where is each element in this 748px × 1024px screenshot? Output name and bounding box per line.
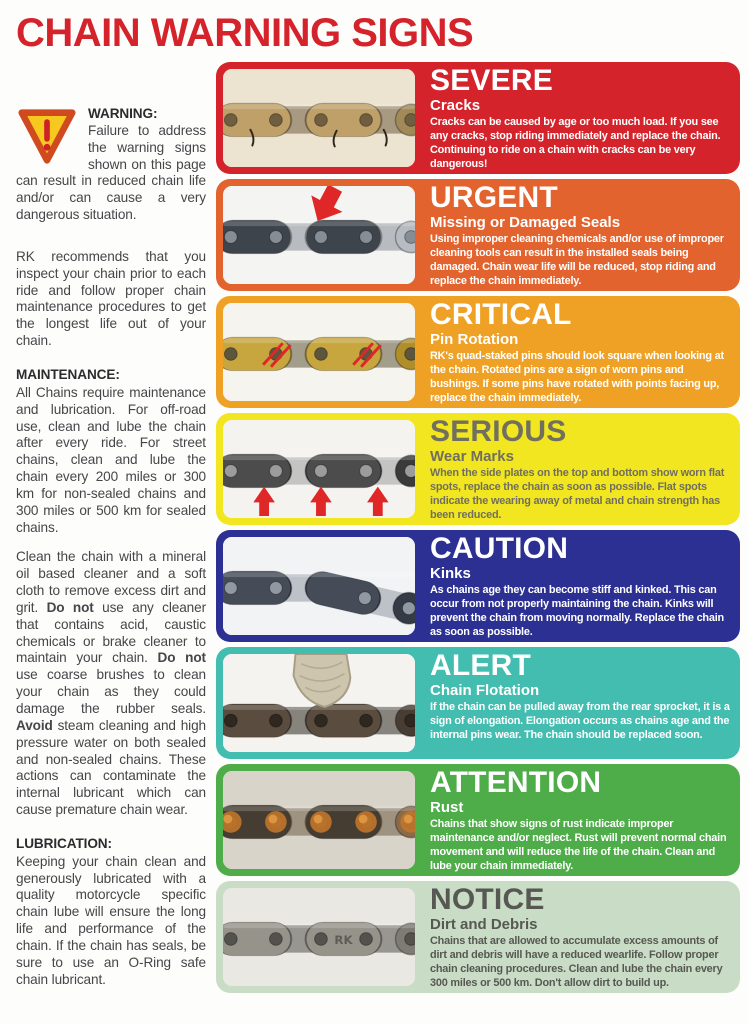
band-text — [422, 62, 740, 174]
band-subtitle: Missing or Damaged Seals — [430, 213, 621, 231]
sidebar-text-segment: Do not — [46, 599, 94, 615]
wear-marks-chain-photo — [223, 420, 415, 518]
band-text — [422, 881, 740, 993]
missing-seals-chain-photo — [223, 186, 415, 284]
band-title: NOTICE — [430, 883, 545, 916]
sidebar-paragraph — [16, 385, 206, 537]
band-body: When the side plates on the top and bottom show worn flat spots, replace the chain as soon as possible. Flat spots indicate the wearing away of metal and chain strength has been reduced. — [430, 467, 725, 521]
chain-photo-serious — [223, 420, 415, 518]
band-title: CAUTION — [430, 532, 569, 565]
cracked-worn-chain-photo — [223, 69, 415, 167]
dirty-dusty-chain-photo — [223, 888, 415, 986]
chain-photo-critical — [223, 303, 415, 401]
band-text — [422, 764, 740, 876]
band-body: RK's quad-staked pins should look square when looking at the chain. Rotated pins are a sign of worn pins and bushings. If some pins have rotated with points facing up, replace the chain immediately. — [430, 350, 724, 404]
warning-band-serious — [216, 413, 740, 525]
svg-text:RK: RK — [334, 932, 353, 947]
gloved-hand-pulling-chain-photo — [223, 654, 415, 752]
band-title: SEVERE — [430, 64, 553, 97]
sidebar-sections — [16, 249, 206, 989]
rusty-chain-photo — [223, 771, 415, 869]
warning-bands-column — [214, 54, 748, 998]
warning-band-notice — [216, 881, 740, 993]
band-body: Chains that are allowed to accumulate excess amounts of dirt and debris will have a reduced wearlife. Follow proper chain cleaning procedures. Clean and lube the chain every 300 miles or 500 km. Don't allow dirt to build up. — [430, 935, 723, 989]
band-subtitle: Rust — [430, 798, 464, 816]
warning-text: Failure to address the warning signs shown on this page can result in reduced chain life and/or can cause a very dangerous situation. — [16, 122, 206, 223]
sidebar-text-segment: steam cleaning and high pressure water on both sealed and non-sealed chains. These actions can contaminate the internal lubricant which can cause premature chain wear. — [16, 717, 206, 818]
band-text — [422, 413, 740, 525]
chain-photo-caution — [223, 537, 415, 635]
sidebar-text-segment: use coarse brushes to clean your chain as they could damage the rubber seals. — [16, 667, 206, 716]
band-title: CRITICAL — [430, 298, 572, 331]
warning-band-caution — [216, 530, 740, 642]
warning-band-attention — [216, 764, 740, 876]
chain-photo-notice — [223, 888, 415, 986]
sidebar-paragraph — [16, 249, 206, 350]
sidebar-text-segment: All Chains require maintenance and lubrication. For off-road use, clean and lube the chain after every ride. For street chains, clean and lube the chain every 200 miles or 300 km for non-sealed chains and 300 miles or 500 km for sealed chains. — [16, 384, 206, 535]
rotated-pins-gold-chain-photo — [223, 303, 415, 401]
band-subtitle: Kinks — [430, 564, 471, 582]
band-text — [422, 530, 740, 642]
sidebar-heading: LUBRICATION: — [16, 835, 112, 851]
sidebar-text-segment: RK recommends that you inspect your chain prior to each ride and follow proper chain maintenance procedures to get the longest life out of your chain. — [16, 248, 206, 349]
band-subtitle: Dirt and Debris — [430, 915, 538, 933]
band-title: ATTENTION — [430, 766, 602, 799]
warning-block — [16, 106, 206, 237]
warning-heading: WARNING: — [88, 106, 158, 121]
warning-band-alert — [216, 647, 740, 759]
band-text — [422, 296, 740, 408]
chain-photo-alert — [223, 654, 415, 752]
sidebar-text-segment: Keeping your chain clean and generously lubricated with a quality motorcycle specific chain lube will ensure the long life and performance of the chain. If the chain has seals, be sure to use an O-Ring safe chain lubricant. — [16, 853, 206, 987]
page-title: CHAIN WARNING SIGNS — [16, 11, 474, 55]
chain-photo-severe — [223, 69, 415, 167]
band-title: ALERT — [430, 649, 531, 682]
band-body: Using improper cleaning chemicals and/or use of improper cleaning tools can result in the installed seals being damaged. Chain wear life will be reduced, stop riding and replace the chain immediately. — [430, 233, 724, 287]
sidebar-paragraph — [16, 549, 206, 819]
band-title: URGENT — [430, 181, 558, 214]
chain-photo-attention — [223, 771, 415, 869]
sidebar-text-segment: Avoid — [16, 717, 53, 733]
warning-band-critical — [216, 296, 740, 408]
band-body: Chains that show signs of rust indicate improper maintenance and/or neglect. Rust will prevent normal chain movement and will reduce the life of the chain. Clean and lube your chain immediately. — [430, 818, 727, 872]
sidebar-heading: MAINTENANCE: — [16, 366, 120, 382]
sidebar-paragraph — [16, 854, 206, 989]
band-subtitle: Cracks — [430, 96, 481, 114]
sidebar-text-segment: Clean the chain with a mineral oil based cleaner and a soft cloth to remove excess dirt and grit. — [16, 549, 206, 615]
band-body: Cracks can be caused by age or too much load. If you see any cracks, stop riding immediately and replace the chain. Continuing to ride on a chain with cracks can be very dangerous! — [430, 116, 721, 170]
sidebar-text-segment: use any cleaner that contains acid, caustic chemicals or brake cleaner to maintain your chain. — [16, 599, 207, 666]
chain-photo-urgent — [223, 186, 415, 284]
band-text — [422, 647, 740, 759]
band-subtitle: Pin Rotation — [430, 330, 519, 348]
band-subtitle: Wear Marks — [430, 447, 514, 465]
band-title: SERIOUS — [430, 415, 567, 448]
band-body: As chains age they can become stiff and kinked. This can occur from not properly maintaining the chain. Kinks will prevent the chain from moving normally. Replace the chain as soon as possible. — [430, 584, 725, 638]
warning-triangle-icon — [16, 108, 78, 166]
band-body: If the chain can be pulled away from the rear sprocket, it is a sign of elongation. Elongation occurs as chains age and the internal pins wear. The chain should be replaced soon. — [430, 701, 730, 741]
warning-band-urgent — [216, 179, 740, 291]
content-area — [0, 54, 748, 1014]
kinked-chain-photo — [223, 537, 415, 635]
warning-band-severe — [216, 62, 740, 174]
band-text — [422, 179, 740, 291]
sidebar-text-segment: Do not — [157, 650, 206, 666]
band-subtitle: Chain Flotation — [430, 681, 540, 699]
sidebar-text-column — [0, 54, 214, 1014]
